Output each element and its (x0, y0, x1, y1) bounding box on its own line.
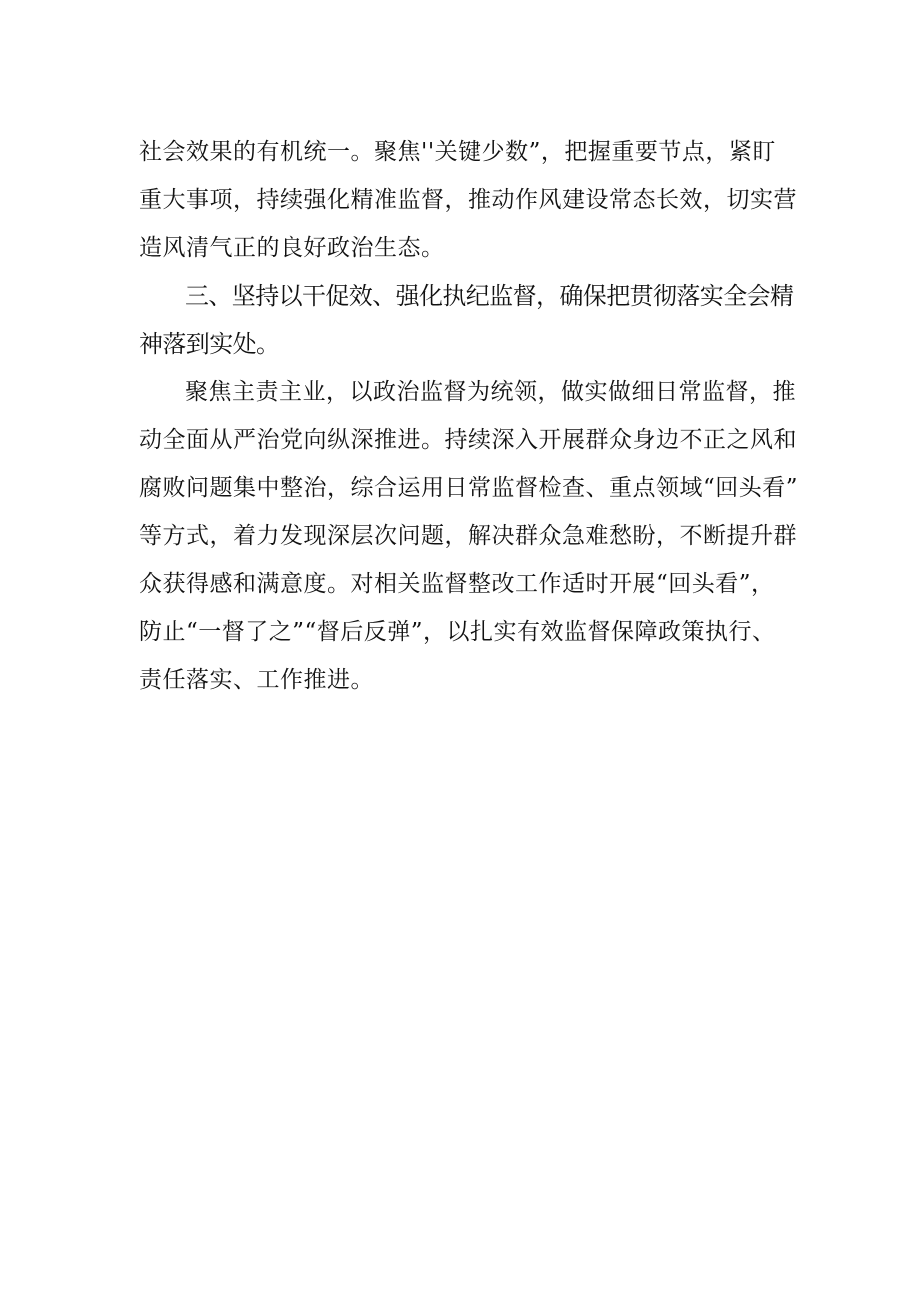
paragraph-2-line-2: 动全面从严治党向纵深推进。持续深入开展群众身边不正之风和 (139, 427, 797, 453)
paragraph-1-line-2: 重大事项，持续强化精准监督，推动作风建设常态长效，切实营 (139, 187, 797, 213)
paragraph-2-line-7: 责任落实、工作推进。 (139, 667, 374, 693)
document-body (139, 128, 799, 704)
paragraph-2-line-1: 聚焦主责主业，以政治监督为统领，做实做细日常监督，推 (185, 379, 796, 405)
section-heading-3-line-2: 神落到实处。 (139, 330, 280, 358)
paragraph-1-line-3: 造风清气正的良好政治生态。 (139, 235, 445, 261)
paragraph-2-line-4: 等方式，着力发现深层次问题，解决群众急难愁盼，不断提升群 (139, 523, 797, 549)
paragraph-1-line-1: 社会效果的有机统一。聚焦''关键少数”，把握重要节点，紧盯 (139, 139, 776, 165)
paragraph-2-line-6: 防止“一督了之”“督后反弹”，以扎实有效监督保障政策执行、 (139, 619, 776, 645)
section-heading-3 (139, 272, 794, 368)
section-heading-3-line-1: 三、坚持以干促效、强化执纪监督，确保把贯彻落实全会精 (185, 282, 794, 310)
paragraph-2 (139, 368, 799, 704)
paragraph-2-line-5: 众获得感和满意度。对相关监督整改工作适时开展“回头看”， (139, 571, 775, 597)
paragraph-1 (139, 128, 797, 272)
paragraph-2-line-3: 腐败问题集中整治，综合运用日常监督检查、重点领域“回头看” (139, 475, 799, 501)
